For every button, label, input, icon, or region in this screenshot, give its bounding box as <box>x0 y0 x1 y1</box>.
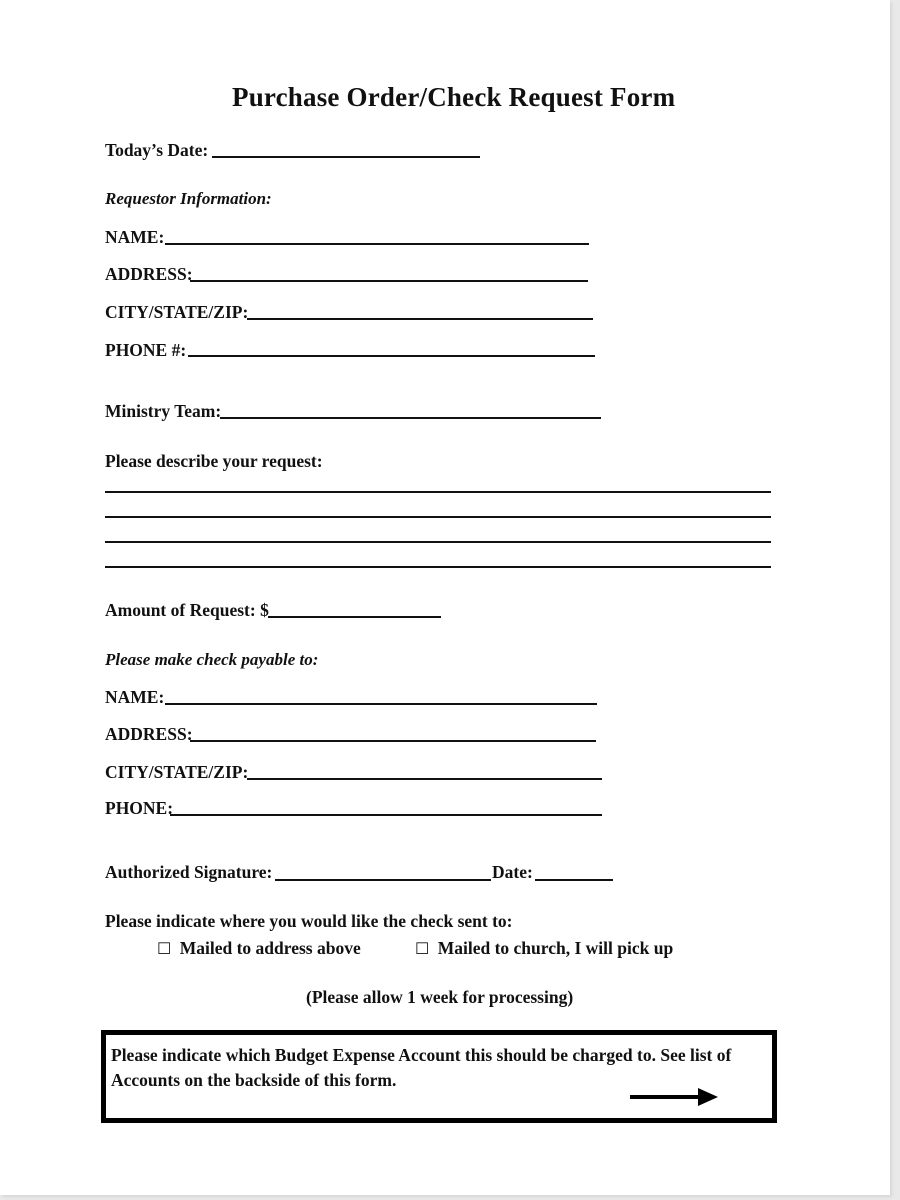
mailed-address-checkbox[interactable]: ☐ <box>157 941 172 958</box>
requestor-city-label: CITY/STATE/ZIP: <box>105 302 249 322</box>
requestor-address-field[interactable] <box>190 280 588 282</box>
payable-phone-label: PHONE: <box>105 798 174 818</box>
describe-line-2[interactable] <box>105 516 771 518</box>
payable-city-label: CITY/STATE/ZIP: <box>105 762 249 782</box>
payable-phone-field[interactable] <box>170 814 602 816</box>
mailed-address-label: Mailed to address above <box>179 938 361 958</box>
requestor-name-field[interactable] <box>165 243 589 245</box>
describe-request-label: Please describe your request: <box>105 451 323 471</box>
signature-date-field[interactable] <box>535 879 613 881</box>
signature-field[interactable] <box>275 879 491 881</box>
processing-note: (Please allow 1 week for processing) <box>306 987 574 1007</box>
requestor-heading: Requestor Information: <box>105 189 272 208</box>
budget-note-line2: Accounts on the backside of this form. <box>111 1070 397 1090</box>
option-mailed-address[interactable] <box>157 938 361 959</box>
requestor-name-label: NAME: <box>105 227 165 247</box>
requestor-address-label: ADDRESS: <box>105 264 193 284</box>
payable-city-field[interactable] <box>247 778 602 780</box>
mailed-church-checkbox[interactable]: ☐ <box>415 941 430 958</box>
ministry-team-label: Ministry Team: <box>105 401 222 421</box>
payable-name-label: NAME: <box>105 687 165 707</box>
payable-address-field[interactable] <box>190 740 596 742</box>
budget-account-box <box>101 1030 777 1123</box>
right-arrow-icon <box>630 1086 720 1108</box>
signature-label: Authorized Signature: <box>105 862 273 882</box>
form-title: Purchase Order/Check Request Form <box>232 82 676 112</box>
ministry-team-field[interactable] <box>220 417 601 419</box>
todays-date-field[interactable] <box>212 156 480 158</box>
signature-date-label: Date: <box>492 862 533 882</box>
payable-address-label: ADDRESS: <box>105 724 193 744</box>
mailed-church-label: Mailed to church, I will pick up <box>437 938 674 958</box>
requestor-phone-label: PHONE #: <box>105 340 187 360</box>
payable-name-field[interactable] <box>165 703 597 705</box>
amount-field[interactable] <box>268 616 441 618</box>
requestor-city-field[interactable] <box>247 318 593 320</box>
describe-line-1[interactable] <box>105 491 771 493</box>
payable-heading: Please make check payable to: <box>105 650 319 669</box>
todays-date-label: Today’s Date: <box>105 140 209 160</box>
describe-line-3[interactable] <box>105 541 771 543</box>
option-mailed-church[interactable] <box>415 938 673 959</box>
budget-note-line1: Please indicate which Budget Expense Account this should be charged to. See list of <box>111 1045 732 1065</box>
send-question: Please indicate where you would like the check sent to: <box>105 911 513 931</box>
amount-label: Amount of Request: $ <box>105 600 269 620</box>
requestor-phone-field[interactable] <box>188 355 595 357</box>
describe-line-4[interactable] <box>105 566 771 568</box>
